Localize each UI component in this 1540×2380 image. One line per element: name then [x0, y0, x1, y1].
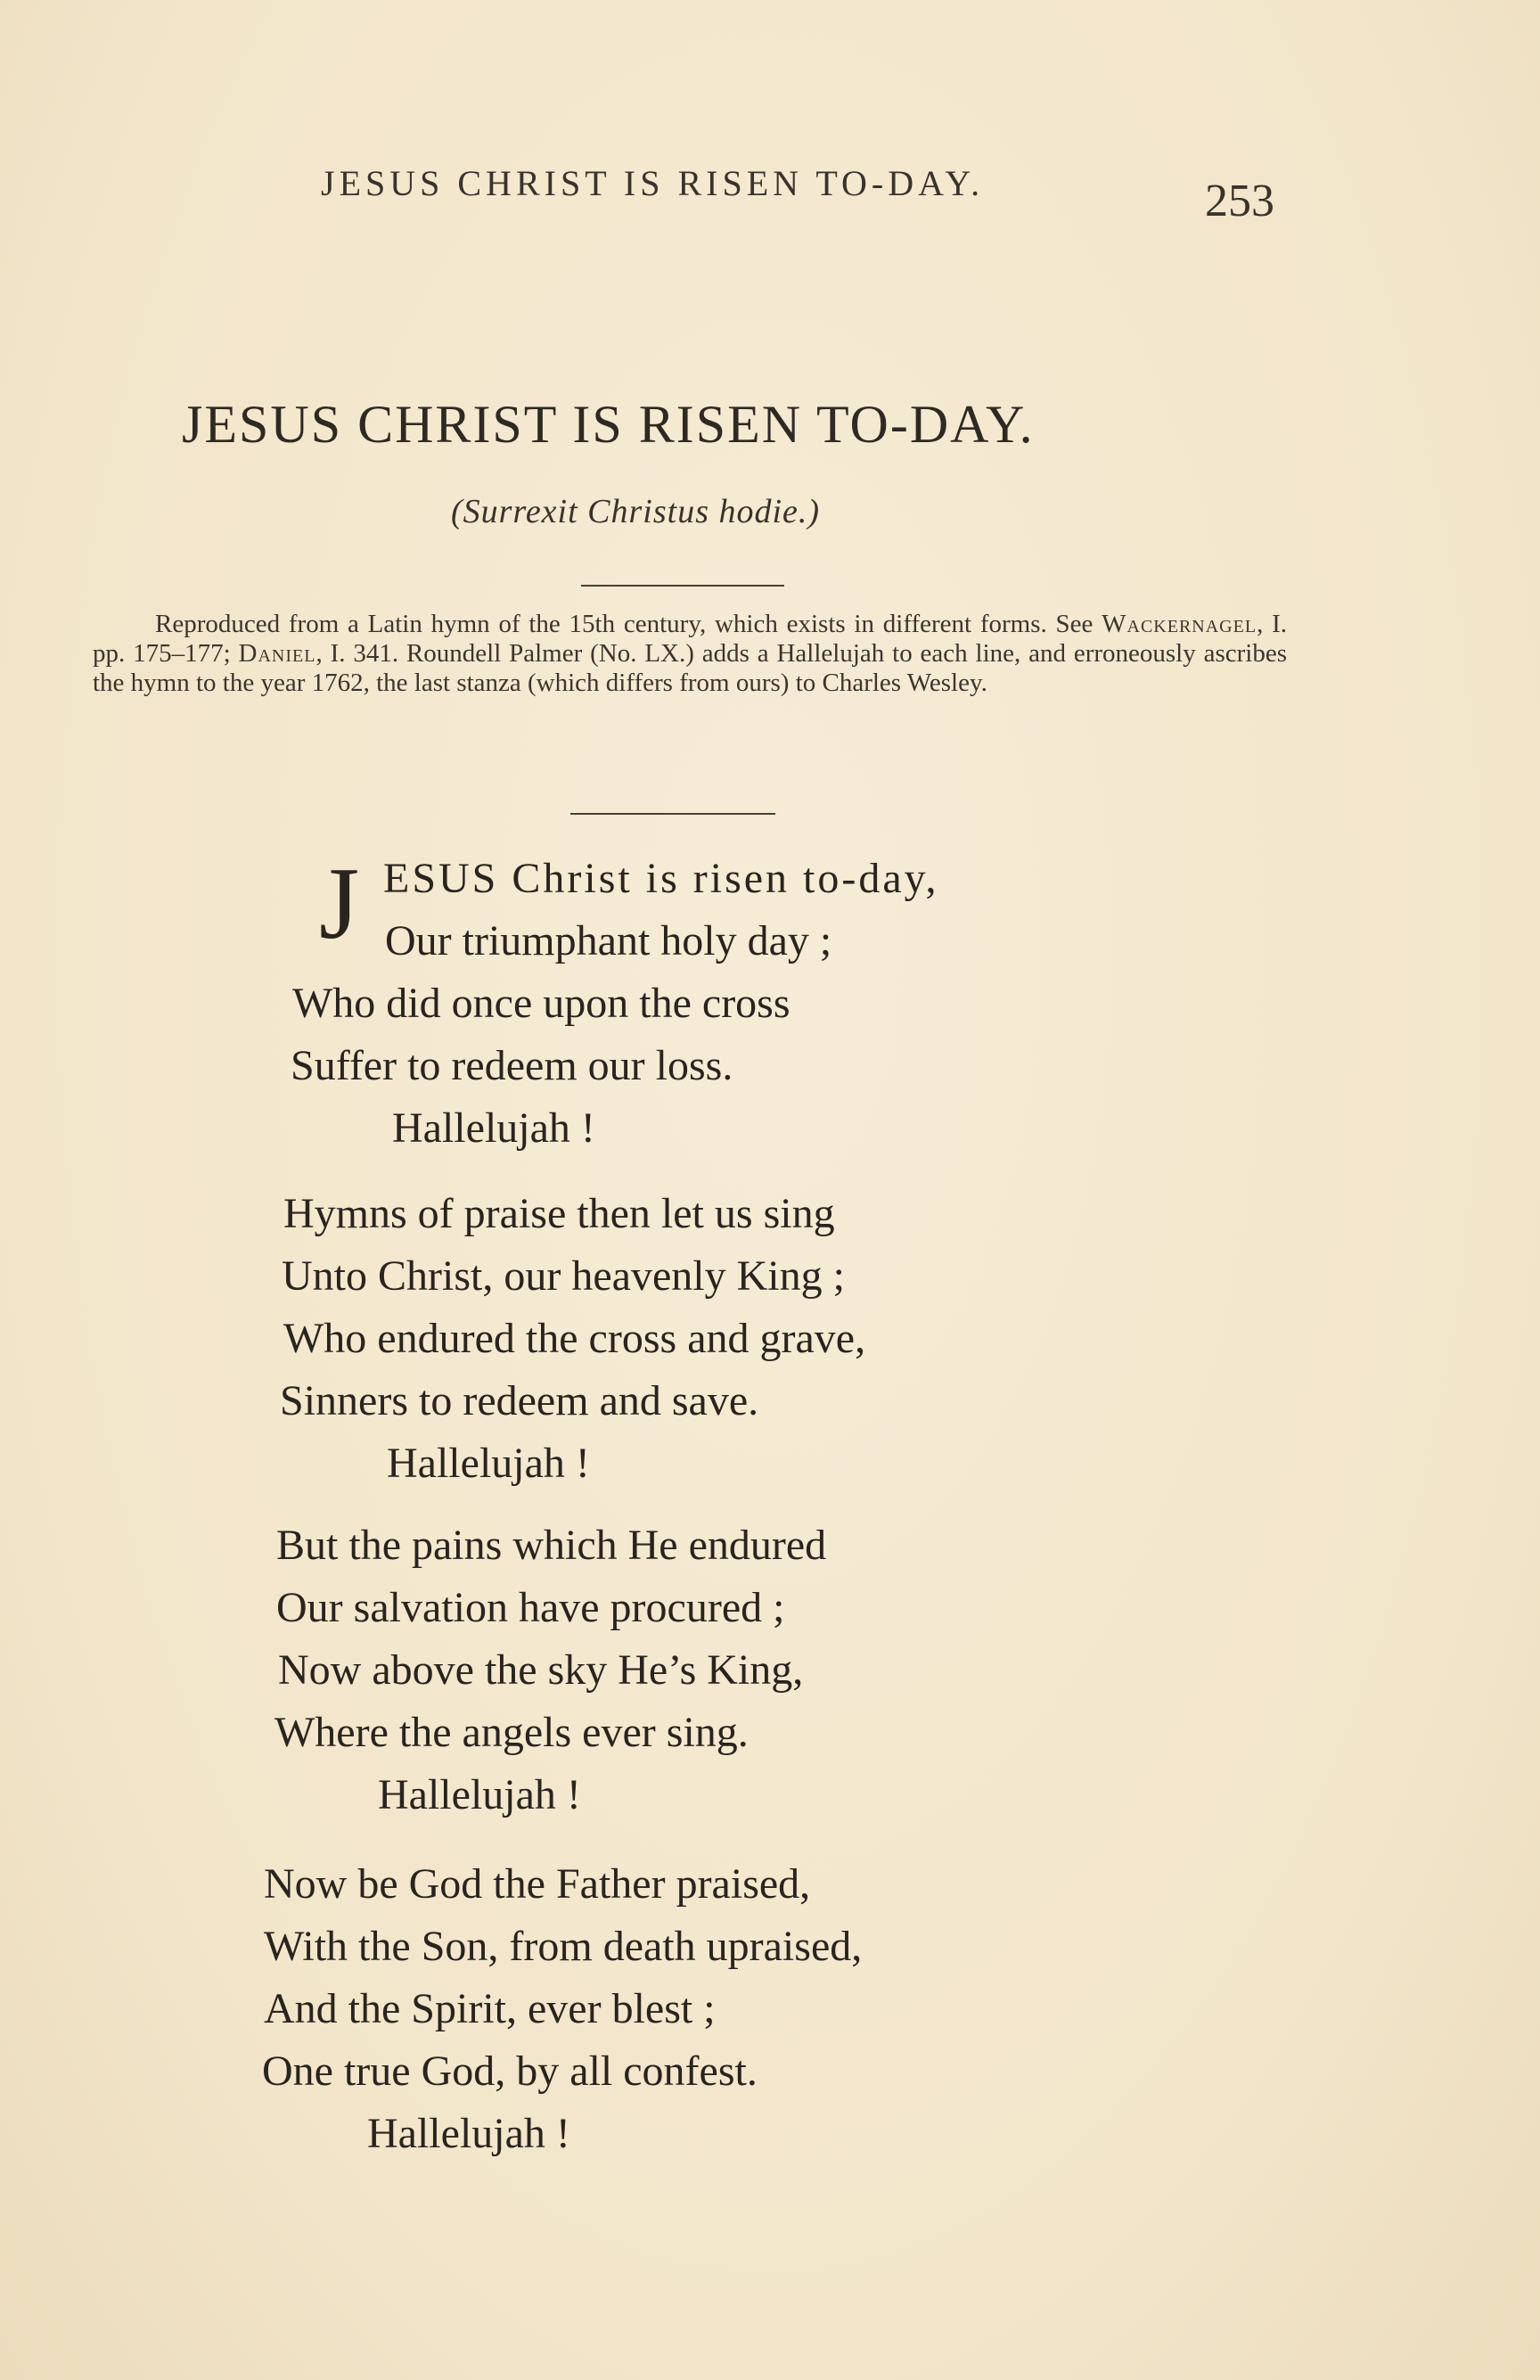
stanza-4-line-1: Now be God the Father praised, [264, 1860, 811, 1908]
divider-bottom [570, 813, 775, 815]
stanza-2-line-2: Unto Christ, our heavenly King ; [282, 1252, 845, 1300]
stanza-4-line-2: With the Son, from death upraised, [264, 1923, 863, 1970]
note-text-2: , I. pp. 175–177; [93, 610, 1287, 668]
editorial-note [93, 610, 1287, 698]
stanza-3-line-3: Now above the sky He’s King, [278, 1646, 804, 1694]
running-head: JESUS CHRIST IS RISEN TO-DAY. [321, 163, 985, 203]
stanza-2-line-4: Sinners to redeem and save. [280, 1377, 759, 1424]
stanza-1-line-2: Our triumphant holy day ; [385, 917, 832, 964]
page-number: 253 [1205, 176, 1274, 226]
stanza-3-line-4: Where the angels ever sing. [274, 1709, 749, 1756]
divider-top [581, 585, 784, 587]
hymn-subtitle: (Surrexit Christus hodie.) [451, 493, 821, 530]
stanza-2-refrain: Hallelujah ! [387, 1440, 590, 1487]
stanza-4-line-3: And the Spirit, ever blest ; [264, 1985, 716, 2032]
drop-cap: J [319, 847, 360, 961]
stanza-3-refrain: Hallelujah ! [378, 1771, 581, 1818]
stanza-2-line-1: Hymns of praise then let us sing [283, 1190, 835, 1237]
stanza-1-line-4: Suffer to redeem our loss. [291, 1042, 733, 1089]
stanza-4-line-4: One true God, by all confest. [262, 2048, 758, 2095]
stanza-1-line-1: ESUS Christ is risen to-day, [383, 855, 939, 902]
editorial-note-paragraph [93, 610, 1287, 698]
stanza-1-refrain: Hallelujah ! [392, 1104, 595, 1152]
stanza-3-line-2: Our salvation have procured ; [276, 1584, 785, 1631]
note-author-daniel: Daniel [238, 639, 316, 668]
stanza-2-line-3: Who endured the cross and grave, [283, 1315, 866, 1362]
note-author-wackernagel: Wackernagel [1102, 610, 1257, 638]
stanza-1-line-3: Who did once upon the cross [292, 980, 790, 1027]
note-text-1: Reproduced from a Latin hymn of the 15th century, which exists in different forms. See [155, 610, 1102, 638]
stanza-3-line-1: But the pains which He endured [276, 1522, 827, 1569]
note-text-3: , I. 341. Roundell Palmer (No. LX.) adds a Hallelujah to each line, and erroneously ascribes the hymn to the year 1762, the last stanza (which differs from ours) to Charles Wesley. [93, 639, 1287, 697]
stanza-4-refrain: Hallelujah ! [367, 2110, 570, 2157]
hymn-title-text: JESUS CHRIST IS RISEN TO-DAY. [182, 395, 1035, 454]
